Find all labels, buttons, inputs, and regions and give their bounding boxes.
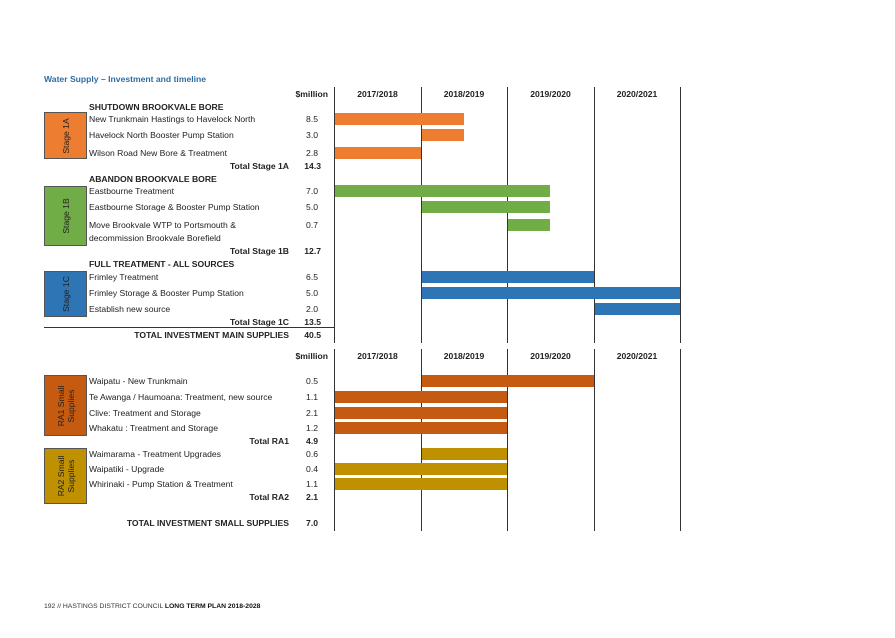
group-heading: SHUTDOWN BROOKVALE BORE: [89, 102, 224, 112]
year-header: 2020/2021: [616, 89, 658, 99]
group-heading: ABANDON BROOKVALE BORE: [89, 174, 217, 184]
timeline-bar: [422, 375, 594, 387]
group-total-value: 14.3: [304, 161, 321, 171]
group-total-value: 2.1: [306, 492, 318, 502]
timeline-bar: [422, 448, 508, 460]
group-total-value: 12.7: [304, 246, 321, 256]
item-name: Waimarama - Treatment Upgrades: [89, 449, 221, 459]
group-total-value: 4.9: [306, 436, 318, 446]
timeline-bar: [335, 463, 507, 475]
item-name: Waipatiki - Upgrade: [89, 464, 165, 474]
unit-header: $million: [295, 89, 328, 99]
item-name: Whirinaki - Pump Station & Treatment: [89, 479, 233, 489]
item-value: 0.4: [306, 464, 318, 474]
timeline-bar: [508, 219, 550, 231]
item-value: 1.2: [306, 423, 318, 433]
gridline: [594, 349, 595, 531]
timeline-bar: [335, 113, 464, 125]
year-header: 2017/2018: [357, 89, 398, 99]
year-header: 2017/2018: [357, 351, 398, 361]
stage-1c-label: Stage 1C: [44, 271, 87, 317]
item-value: 0.6: [306, 449, 318, 459]
ra1-label: RA1 Small Supplies: [44, 375, 87, 436]
page-footer: 192 // HASTINGS DISTRICT COUNCIL LONG TERM PLAN 2018-2028: [44, 603, 261, 610]
item-name: Wilson Road New Bore & Treatment: [89, 148, 228, 158]
item-name: Whakatu : Treatment and Storage: [89, 423, 218, 433]
item-value: 2.0: [306, 304, 318, 314]
page-title: Water Supply – Investment and timeline: [44, 74, 207, 84]
item-value: 2.1: [306, 408, 318, 418]
item-name: Eastbourne Storage & Booster Pump Station: [89, 202, 260, 212]
grand-total-value: 7.0: [306, 518, 318, 528]
item-name: Frimley Storage & Booster Pump Station: [89, 288, 244, 298]
grand-total-label: TOTAL INVESTMENT MAIN SUPPLIES: [134, 330, 289, 340]
gridline: [680, 87, 681, 343]
gridline: [334, 87, 335, 343]
stage-1b-label: Stage 1B: [44, 186, 87, 246]
group-total-label: Total Stage 1C: [229, 317, 289, 327]
item-value: 5.0: [306, 288, 318, 298]
timeline-bar: [335, 478, 507, 490]
group-heading: FULL TREATMENT - ALL SOURCES: [89, 259, 235, 269]
gridline: [507, 87, 508, 343]
grand-total-label: TOTAL INVESTMENT SMALL SUPPLIES: [126, 518, 289, 528]
item-value: 2.8: [306, 148, 318, 158]
item-value: 3.0: [306, 130, 318, 140]
gridline: [421, 87, 422, 343]
item-value: 1.1: [306, 479, 318, 489]
group-total-label: Total RA2: [249, 492, 289, 502]
item-value: 8.5: [306, 114, 318, 124]
item-value: 1.1: [306, 392, 318, 402]
item-value: 0.5: [306, 376, 318, 386]
timeline-bar: [335, 391, 507, 403]
item-name: Eastbourne Treatment: [89, 186, 175, 196]
item-value: 6.5: [306, 272, 318, 282]
item-name: Clive: Treatment and Storage: [89, 408, 201, 418]
group-total-label: Total Stage 1A: [229, 161, 289, 171]
year-header: 2019/2020: [530, 351, 571, 361]
timeline-bar: [422, 201, 551, 213]
timeline-bar: [335, 185, 550, 197]
ra2-label: RA2 Small Supplies: [44, 448, 87, 504]
unit-header: $million: [295, 351, 328, 361]
year-header: 2018/2019: [443, 351, 485, 361]
year-header: 2020/2021: [616, 351, 658, 361]
item-value: 7.0: [306, 186, 318, 196]
grand-total-value: 40.5: [304, 330, 321, 340]
gridline: [334, 349, 335, 531]
item-name: Frimley Treatment: [89, 272, 159, 282]
item-name: Te Awanga / Haumoana: Treatment, new source: [89, 392, 273, 402]
timeline-bar: [595, 303, 681, 315]
item-name: Waipatu - New Trunkmain: [89, 376, 188, 386]
timeline-bar: [422, 271, 594, 283]
item-name: Havelock North Booster Pump Station: [89, 130, 234, 140]
timeline-bar: [335, 147, 421, 159]
item-name: Establish new source: [89, 304, 171, 314]
item-name: Move Brookvale WTP to Portsmouth &: [89, 220, 236, 230]
group-total-value: 13.5: [304, 317, 321, 327]
item-name: New Trunkmain Hastings to Havelock North: [89, 114, 256, 124]
group-total-label: Total RA1: [249, 436, 289, 446]
item-name-line2: decommission Brookvale Borefield: [89, 233, 221, 243]
item-value: 0.7: [306, 220, 318, 230]
timeline-bar: [422, 129, 464, 141]
stage-1a-label: Stage 1A: [44, 112, 87, 159]
year-header: 2019/2020: [530, 89, 571, 99]
timeline-bar: [422, 287, 681, 299]
item-value: 5.0: [306, 202, 318, 212]
group-total-label: Total Stage 1B: [229, 246, 289, 256]
timeline-bar: [335, 407, 507, 419]
timeline-bar: [335, 422, 507, 434]
year-header: 2018/2019: [443, 89, 485, 99]
gridline: [680, 349, 681, 531]
